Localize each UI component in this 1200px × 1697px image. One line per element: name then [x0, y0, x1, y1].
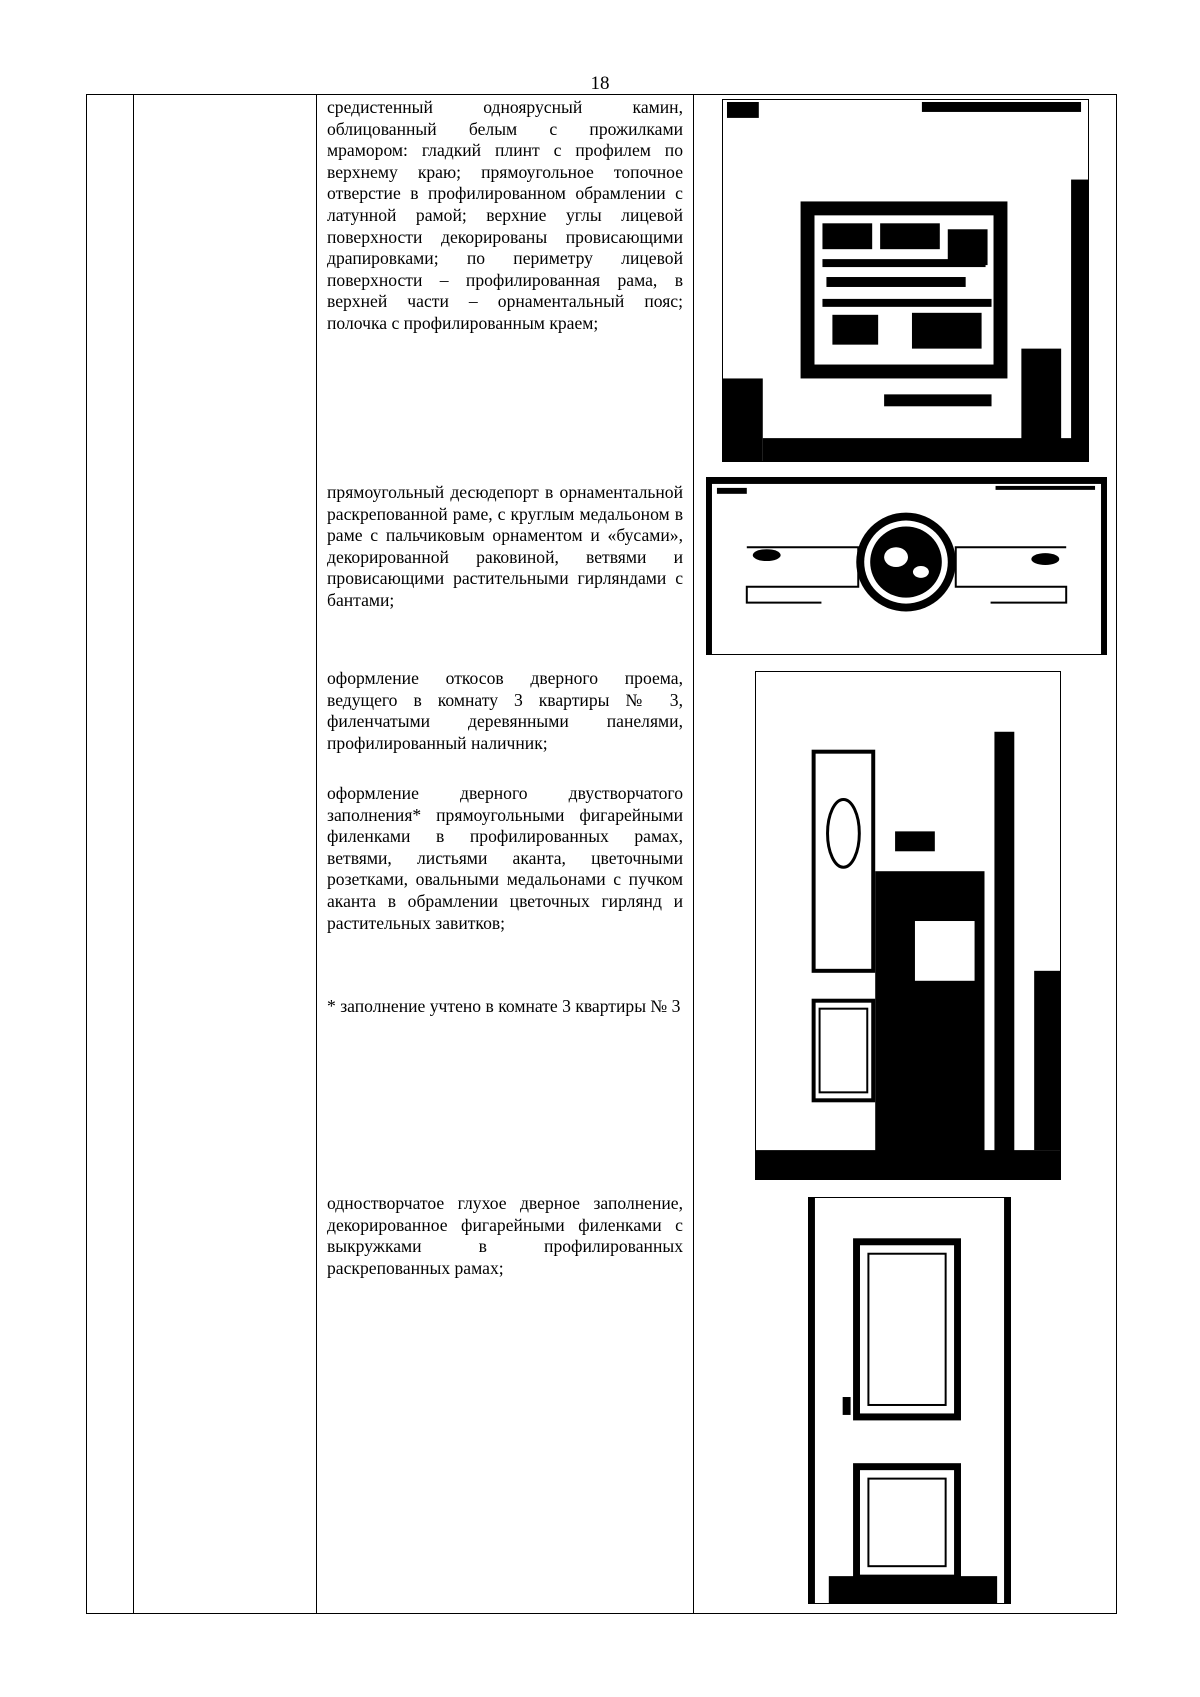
photo-fireplace	[722, 99, 1089, 462]
description-overdoor: прямоугольный десюдепорт в орнаментальной раскрепованной раме, с круглым медальоном в раме с пальчиковым орнаментом и «бусами», декорированной раковиной, ветвями и провисающими растительными гирляндами с бантами;	[327, 482, 683, 610]
description-door-reveals: оформление откосов дверного проема, ведущего в комнату 3 квартиры № 3, филенчатыми деревянными панелями, профилированный наличник;	[327, 668, 683, 753]
column-divider	[693, 94, 694, 1614]
footnote: * заполнение учтено в комнате 3 квартиры № 3	[327, 996, 681, 1016]
photo-overdoor-medallion	[706, 477, 1107, 655]
page-number: 18	[590, 73, 610, 94]
description-double-door: оформление дверного двустворчатого заполнения* прямоугольными фигарейными филенками в профилированных рамах, ветвями, листьями аканта, цветочными розетками, овальными медальонами с пучком аканта в обрамлении цветочных гирлянд и растительных завитков;	[327, 783, 683, 933]
column-divider	[316, 94, 317, 1614]
description-fireplace: средистенный одноярусный камин, облицованный белым с прожилками мрамором: гладкий плинт с профилем по верхнему краю; прямоугольное топочное отверстие в профилированном обрамлении с латунной рамой; верхние углы лицевой поверхности декорированы провисающими драпировками; по периметру лицевой поверхности – профилированная рама, в верхней части – орнаментальный пояс; полочка с профилированным краем;	[327, 97, 683, 333]
photo-single-door	[808, 1197, 1011, 1604]
description-single-door: одностворчатое глухое дверное заполнение, декорированное фигарейными филенками с выкружками в профилированных раскрепованных рамах;	[327, 1193, 683, 1278]
photo-double-door	[755, 671, 1061, 1180]
column-divider	[133, 94, 134, 1614]
